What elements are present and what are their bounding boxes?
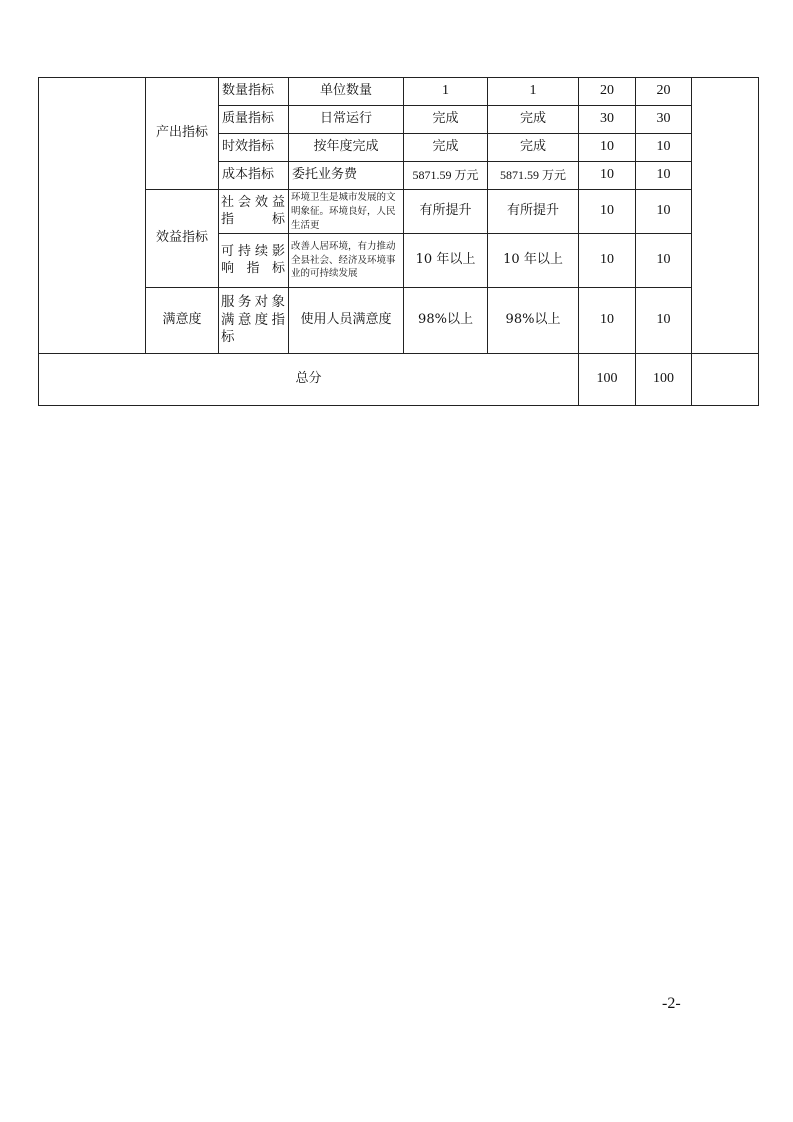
category-benefit: 效益指标 (146, 190, 219, 288)
indicator-cell: 社会效益指标 (219, 190, 289, 234)
score-cell: 10 (636, 190, 692, 234)
target-cell: 5871.59 万元 (404, 162, 488, 190)
indicator-cell: 可持续影响指标 (219, 234, 289, 288)
score-cell: 30 (636, 106, 692, 134)
total-label: 总分 (39, 354, 579, 406)
indicator-cell: 质量指标 (219, 106, 289, 134)
table-row (39, 288, 759, 354)
weight-cell: 10 (579, 162, 636, 190)
target-cell: 98%以上 (404, 288, 488, 354)
weight-cell: 10 (579, 234, 636, 288)
remark-cell (692, 78, 759, 354)
table-row (39, 78, 759, 106)
weight-cell: 30 (579, 106, 636, 134)
content-cell: 改善人居环境，有力推动全县社会、经济及环境事业的可持续发展 (289, 234, 404, 288)
weight-cell: 10 (579, 288, 636, 354)
score-cell: 10 (636, 162, 692, 190)
weight-cell: 10 (579, 134, 636, 162)
actual-cell: 完成 (488, 134, 579, 162)
score-cell: 10 (636, 288, 692, 354)
table-row (39, 190, 759, 234)
performance-table (38, 77, 759, 406)
blank-cell (39, 78, 146, 354)
actual-cell: 完成 (488, 106, 579, 134)
target-cell: 完成 (404, 106, 488, 134)
score-cell: 10 (636, 234, 692, 288)
total-score: 100 (636, 354, 692, 406)
weight-cell: 10 (579, 190, 636, 234)
total-weight: 100 (579, 354, 636, 406)
category-satisfaction: 满意度 (146, 288, 219, 354)
target-cell: 1 (404, 78, 488, 106)
score-cell: 10 (636, 134, 692, 162)
indicator-cell: 成本指标 (219, 162, 289, 190)
weight-cell: 20 (579, 78, 636, 106)
score-cell: 20 (636, 78, 692, 106)
content-cell: 委托业务费 (289, 162, 404, 190)
target-cell: 10 年以上 (404, 234, 488, 288)
content-cell: 日常运行 (289, 106, 404, 134)
total-row (39, 354, 759, 406)
content-cell (289, 190, 404, 234)
actual-cell: 1 (488, 78, 579, 106)
actual-cell: 98%以上 (488, 288, 579, 354)
content-text: 环境卫生是城市发展的文明象征。环境良好，人民生活更 (291, 192, 396, 231)
actual-cell: 有所提升 (488, 190, 579, 234)
indicator-cell: 数量指标 (219, 78, 289, 106)
actual-cell: 10 年以上 (488, 234, 579, 288)
target-cell: 完成 (404, 134, 488, 162)
content-cell: 单位数量 (289, 78, 404, 106)
page-number: -2- (662, 995, 681, 1012)
content-cell: 按年度完成 (289, 134, 404, 162)
content-cell: 使用人员满意度 (289, 288, 404, 354)
indicator-cell: 时效指标 (219, 134, 289, 162)
indicator-cell: 服务对象满意度指标 (219, 288, 289, 354)
actual-cell: 5871.59 万元 (488, 162, 579, 190)
category-output: 产出指标 (146, 78, 219, 190)
total-remark (692, 354, 759, 406)
target-cell: 有所提升 (404, 190, 488, 234)
